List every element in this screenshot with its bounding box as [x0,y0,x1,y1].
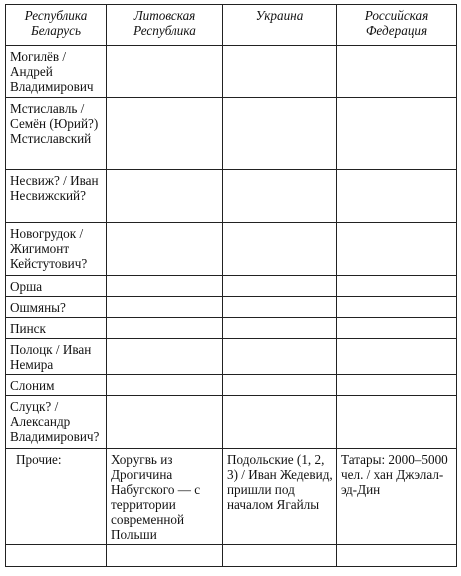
table-cell: Пинск [6,318,107,339]
table-cell: Татары: 2000–5000 чел. / хан Джэлал-эд-Дин [337,449,457,545]
regiments-table [5,4,457,567]
table-row [6,375,457,396]
table-row [6,449,457,545]
table-cell [107,98,223,170]
table-cell [107,545,223,567]
table-row [6,46,457,98]
table-cell [223,276,337,297]
table-cell: Ошмяны? [6,297,107,318]
table-cell [337,297,457,318]
table-cell [223,170,337,223]
table-cell [107,276,223,297]
table-cell [107,46,223,98]
table-row [6,297,457,318]
header-belarus: Республика Беларусь [6,5,107,46]
table-cell: Прочие: [6,449,107,545]
table-cell [107,339,223,375]
table-cell [223,46,337,98]
header-lithuania: Литовская Республика [107,5,223,46]
table-cell [337,339,457,375]
table-cell: Слуцк? / Александр Владимирович? [6,396,107,449]
table-row [6,276,457,297]
table-cell [337,223,457,276]
table-cell [223,223,337,276]
table-header-row [6,5,457,46]
table-cell: Могилёв / Андрей Владимирович [6,46,107,98]
table-cell [107,170,223,223]
table-row [6,339,457,375]
table-cell [223,545,337,567]
table-cell: Подольские (1, 2, 3) / Иван Жедевид, пришли под началом Ягайлы [223,449,337,545]
table-cell [337,170,457,223]
table-cell [6,545,107,567]
table-cell: Полоцк / Иван Немира [6,339,107,375]
table-cell: Хоругвь из Дрогичина Набугского — с территории современной Польши [107,449,223,545]
table-cell [223,297,337,318]
table-cell [107,297,223,318]
table-cell: Орша [6,276,107,297]
table-cell [223,98,337,170]
table-cell [337,318,457,339]
table-cell [223,375,337,396]
table-cell [107,318,223,339]
table-row [6,223,457,276]
table-row [6,170,457,223]
table-row [6,396,457,449]
table-cell [337,276,457,297]
header-ukraine: Украина [223,5,337,46]
table-row [6,318,457,339]
table-cell [107,396,223,449]
table-cell: Несвиж? / Иван Несвижский? [6,170,107,223]
table-cell [337,545,457,567]
table-cell [223,396,337,449]
table-cell: Новогрудок / Жигимонт Кейстутович? [6,223,107,276]
table-cell [337,396,457,449]
table-cell [337,375,457,396]
table-cell [107,223,223,276]
table-cell [223,339,337,375]
table-row [6,98,457,170]
table-cell [107,375,223,396]
table-cell [223,318,337,339]
table-cell [337,46,457,98]
table-cell [337,98,457,170]
header-russia: Российская Федерация [337,5,457,46]
table-cell: Мстиславль / Семён (Юрий?) Мстиславский [6,98,107,170]
table-cell: Слоним [6,375,107,396]
table-row [6,545,457,567]
